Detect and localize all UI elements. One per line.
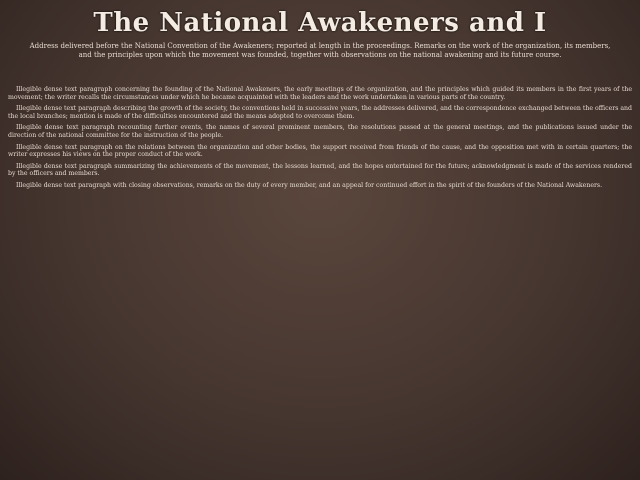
page-subtitle: Address delivered before the National Convention of the Awakeners; reported at length in the proceedings. Remarks on the work of the organization, its members, and the principles upon which the movement was founded, together with observations on the national awakening and its future course. xyxy=(29,42,611,59)
body-paragraph: Illegible dense text paragraph on the relations between the organization and other bodies, the support received from friends of the cause, and the opposition met with in certain quarters; the writer expresses his views on the proper conduct of the work. xyxy=(8,143,632,159)
document-body xyxy=(8,86,632,476)
page-title: The National Awakeners and I xyxy=(93,8,547,38)
body-paragraph: Illegible dense text paragraph concerning the founding of the National Awakeners, the early meetings of the organization, and the principles which guided its members in the first years of the movement; the writer recalls the circumstances under which he became acquainted with the leaders and the work undertaken in various parts of the country. xyxy=(8,86,632,101)
body-paragraph: Illegible dense text paragraph summarizing the achievements of the movement, the lessons learned, and the hopes entertained for the future; acknowledgment is made of the services rendered by the officers and members. xyxy=(8,162,632,178)
body-paragraph: Illegible dense text paragraph with closing observations, remarks on the duty of every member, and an appeal for continued effort in the spirit of the founders of the National Awakeners. xyxy=(16,181,603,189)
body-paragraph: Illegible dense text paragraph describing the growth of the society, the conventions held in successive years, the addresses delivered, and the correspondence exchanged between the officers and the local branches; mention is made of the difficulties encountered and the means adopted to overcome them. xyxy=(8,105,632,120)
body-paragraph: Illegible dense text paragraph recounting further events, the names of several prominent members, the resolutions passed at the general meetings, and the publications issued under the direction of the national committee for the instruction of the people. xyxy=(8,124,632,139)
